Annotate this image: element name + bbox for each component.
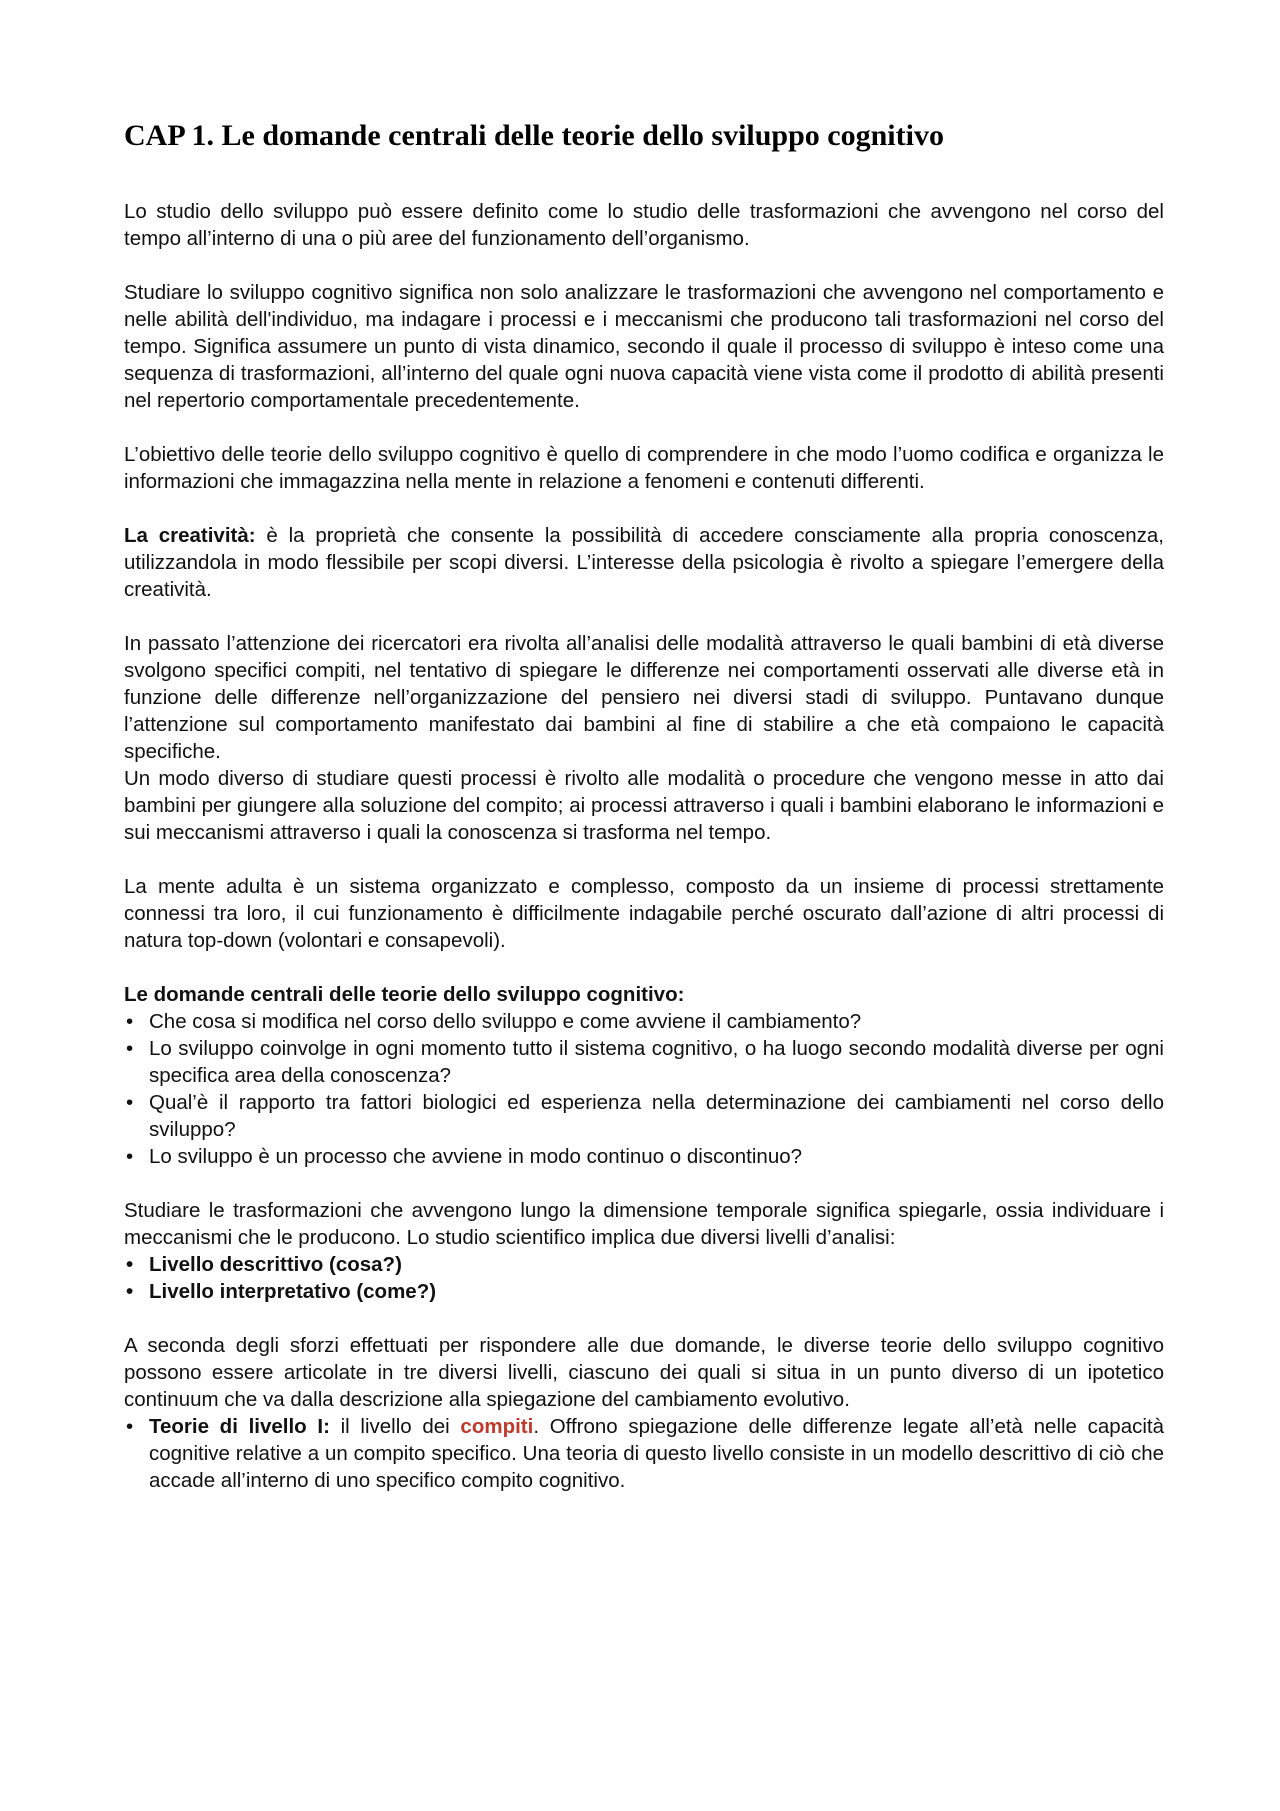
- paragraph-definition: Lo studio dello sviluppo può essere definito come lo studio delle trasformazioni che avvengono nel corso del tempo all’interno di una o più aree del funzionamento dell’organismo.: [124, 200, 1164, 250]
- levels-list: [124, 1251, 1164, 1305]
- paragraph-objective: L’obiettivo delle teorie dello sviluppo cognitivo è quello di comprendere in che modo l’uomo codifica e organizza le informazioni che immagazzina nella mente in relazione a fenomeni e contenuti differenti.: [124, 443, 1164, 493]
- list-item: • Lo sviluppo coinvolge in ogni momento tutto il sistema cognitivo, o ha luogo secondo modalità diverse per ogni specifica area della conoscenza?: [124, 1035, 1164, 1089]
- theory-level1-text: . Offrono spiegazione delle differenze legate all’età nelle capacità cognitive relative a un compito specifico. Una teoria di questo livello consiste in un modello descrittivo di ciò che accade all’interno di uno specifico compito cognitivo.: [149, 1415, 1164, 1492]
- creativity-text: è la proprietà che consente la possibilità di accedere consciamente alla propria conoscenza, utilizzandola in modo flessibile per scopi diversi. L’interesse della psicologia è rivolto a spiegare l’emergere della creatività.: [124, 524, 1164, 601]
- theory-level1-pre: il livello dei: [329, 1415, 461, 1438]
- theories-list: [124, 1413, 1164, 1494]
- list-item: • Lo sviluppo è un processo che avviene in modo continuo o discontinuo?: [124, 1143, 1164, 1170]
- list-item: • Che cosa si modifica nel corso dello sviluppo e come avviene il cambiamento?: [124, 1008, 1164, 1035]
- paragraph-creativity: [124, 522, 1164, 603]
- questions-heading: Le domande centrali delle teorie dello sviluppo cognitivo:: [124, 983, 685, 1006]
- list-item: [124, 1413, 1164, 1494]
- paragraph-past-research: In passato l’attenzione dei ricercatori era rivolta all’analisi delle modalità attraverso le quali bambini di età diverse svolgono specifici compiti, nel tentativo di spiegare le differenze nei comportamenti osservati alle diverse età in funzione delle differenze nell’organizzazione del pensiero nei diversi stadi di sviluppo. Puntavano dunque l’attenzione sul comportamento manifestato dai bambini al fine di stabilire a che età compaiono le capacità specifiche.: [124, 632, 1164, 763]
- paragraph-theories-intro: A seconda degli sforzi effettuati per rispondere alle due domande, le diverse teorie dello sviluppo cognitivo possono essere articolate in tre diversi livelli, ciascuno dei quali si situa in un punto diverso di un ipotetico continuum che va dalla descrizione alla spiegazione del cambiamento evolutivo.: [124, 1334, 1164, 1411]
- list-item: • Livello interpretativo (come?): [124, 1278, 1164, 1305]
- list-item: • Qual’è il rapporto tra fattori biologici ed esperienza nella determinazione dei cambiamenti nel corso dello sviluppo?: [124, 1089, 1164, 1143]
- paragraph-levels-intro: Studiare le trasformazioni che avvengono lungo la dimensione temporale significa spiegarle, ossia individuare i meccanismi che le producono. Lo studio scientifico implica due diversi livelli d’analisi:: [124, 1199, 1164, 1249]
- theory-level1-label: Teorie di livello I:: [149, 1415, 330, 1438]
- paragraph-cognitive-development: Studiare lo sviluppo cognitivo significa non solo analizzare le trasformazioni che avvengono nel comportamento e nelle abilità dell'individuo, ma indagare i processi e i meccanismi che producono tali trasformazioni nel corso del tempo. Significa assumere un punto di vista dinamico, secondo il quale il processo di sviluppo è inteso come una sequenza di trasformazioni, all’interno del quale ogni nuova capacità viene vista come il prodotto di abilità presenti nel repertorio comportamentale precedentemente.: [124, 281, 1164, 412]
- questions-list: [124, 1008, 1164, 1170]
- chapter-title: CAP 1. Le domande centrali delle teorie dello sviluppo cognitivo: [124, 119, 944, 152]
- paragraph-different-approach: Un modo diverso di studiare questi processi è rivolto alle modalità o procedure che vengono messe in atto dai bambini per giungere alla soluzione del compito; ai processi attraverso i quali i bambini elaborano le informazioni e sui meccanismi attraverso i quali la conoscenza si trasforma nel tempo.: [124, 767, 1164, 844]
- paragraph-adult-mind: La mente adulta è un sistema organizzato e complesso, composto da un insieme di processi strettamente connessi tra loro, il cui funzionamento è difficilmente indagabile perché oscurato dall’azione di altri processi di natura top-down (volontari e consapevoli).: [124, 875, 1164, 952]
- creativity-label: La creatività:: [124, 524, 256, 547]
- theory-level1-keyword: compiti: [460, 1415, 534, 1438]
- list-item: • Livello descrittivo (cosa?): [124, 1251, 1164, 1278]
- document-page: [124, 118, 1164, 1521]
